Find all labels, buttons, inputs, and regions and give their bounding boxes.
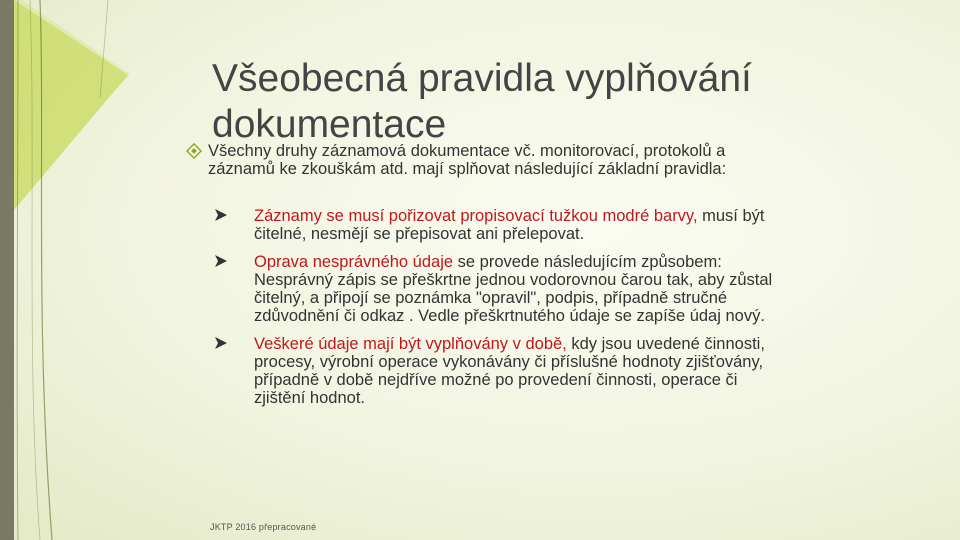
item-text: se provede následujícím způsobem: Nesprávný zápis se přeškrtne jednou vodorovnou čarou tak, aby zůstal čitelný, a připojí se poznámka "opravil", podpis, případně stručné zdůvodnění či odkaz . Vedle přeškrtnutého údaje se zapíše údaj nový.	[254, 253, 773, 325]
arrowhead-bullet-icon	[214, 208, 228, 222]
list-item	[214, 335, 774, 407]
list-item	[214, 253, 774, 325]
highlight-text: Záznamy se musí pořizovat propisovací tužkou modré barvy,	[254, 207, 698, 225]
arrowhead-bullet-icon	[214, 336, 228, 350]
arrowhead-bullet-icon	[214, 254, 228, 268]
item-text: musí být čitelné, nesmějí se přepisovat ani přelepovat.	[254, 207, 765, 243]
diamond-bullet-icon	[186, 143, 202, 159]
list-item	[214, 207, 774, 243]
item-text: kdy jsou uvedené činnosti, procesy, výrobní operace vykonávány či příslušné hodnoty zjišťovány, případně v době nejdříve možné po provedení činnosti, operace či zjištění hodnot.	[254, 335, 765, 407]
highlight-text: Veškeré údaje mají být vyplňovány v době,	[254, 335, 567, 353]
intro-text: Všechny druhy záznamová dokumentace vč. monitorovací, protokolů a záznamů ke zkouškám atd. mají splňovat následující základní pravidla:	[208, 142, 727, 178]
decorative-swoosh	[0, 0, 200, 540]
footer-text: JKTP 2016 přepracované	[210, 522, 317, 532]
highlight-text: Oprava nesprávného údaje	[254, 253, 454, 271]
rules-list	[214, 207, 774, 407]
page-title: Všeobecná pravidla vyplňování dokumentace	[212, 57, 752, 146]
